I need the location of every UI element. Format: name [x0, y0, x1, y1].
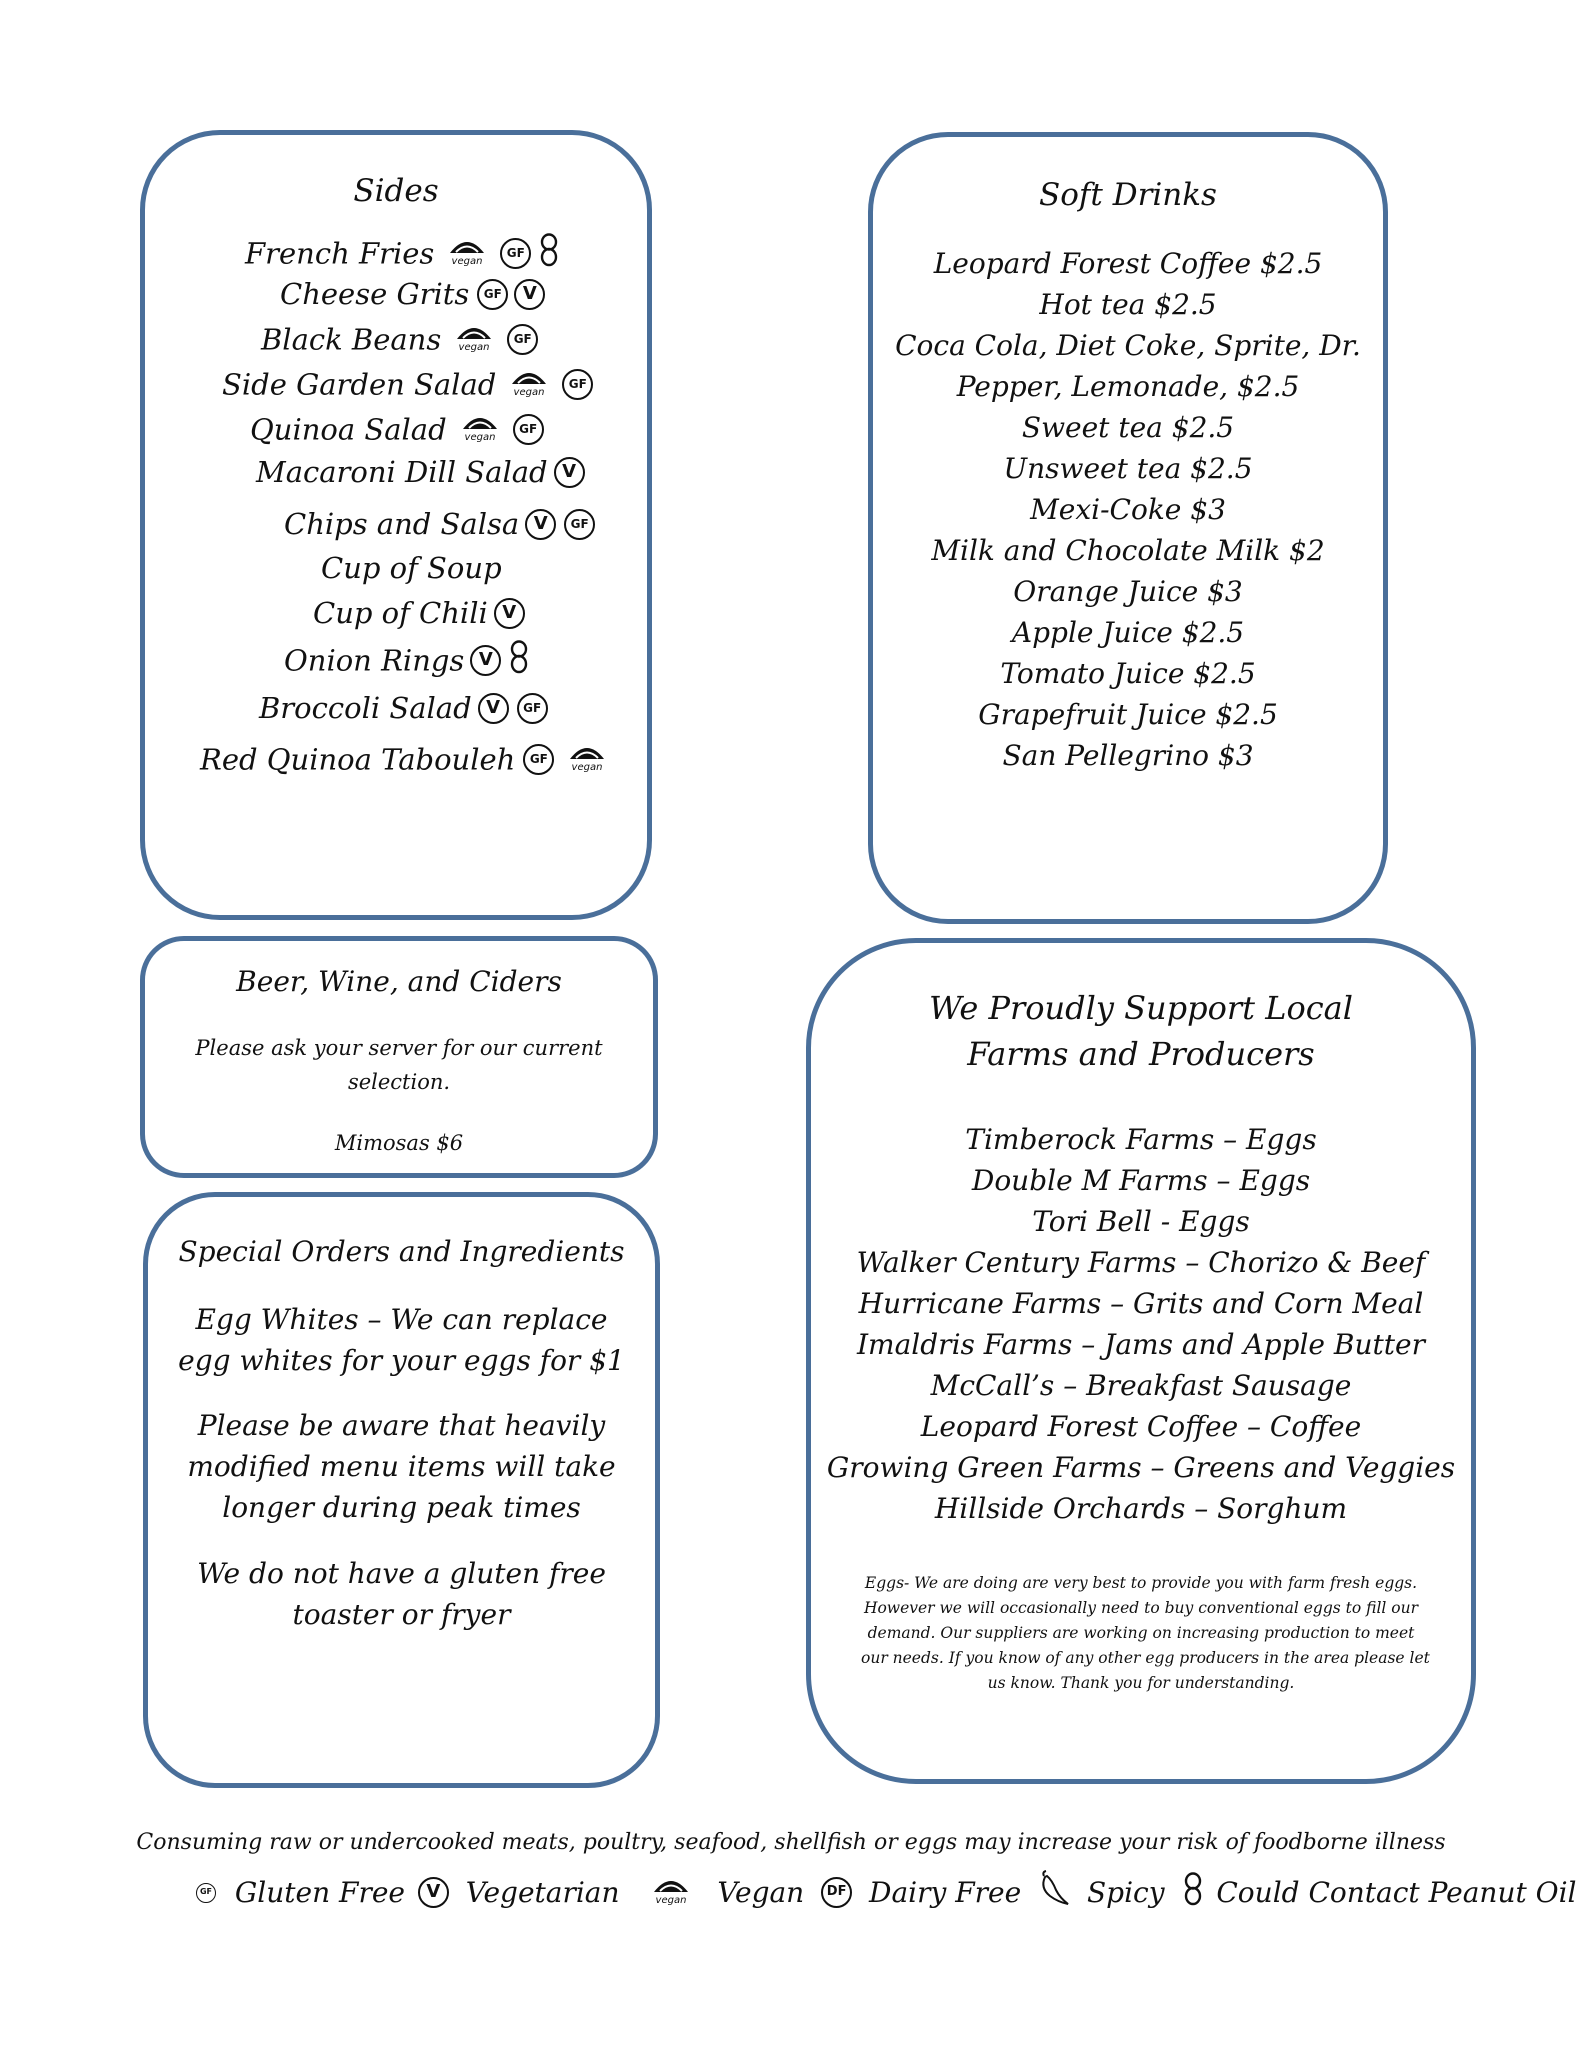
sides-panel: [140, 130, 652, 920]
vegetarian-icon: V: [470, 645, 501, 676]
drink-line: Mexi-Coke $3: [1030, 493, 1226, 526]
drink-line: Pepper, Lemonade, $2.5: [956, 370, 1300, 403]
producer-line: Tori Bell - Eggs: [1032, 1205, 1250, 1238]
beer-note-line: Please ask your server for our current: [195, 1036, 603, 1060]
vegetarian-icon: V: [554, 457, 585, 488]
producer-line: Growing Green Farms – Greens and Veggies: [826, 1451, 1456, 1484]
egg-whites-note: [168, 1299, 635, 1381]
drink-line: Sweet tea $2.5: [1021, 411, 1235, 444]
producer-line: Hurricane Farms – Grits and Corn Meal: [858, 1287, 1424, 1320]
gluten-free-icon: GF: [477, 279, 508, 310]
side-item-name: Cup of Chili: [313, 596, 488, 630]
producer-line: Walker Century Farms – Chorizo & Beef: [856, 1246, 1426, 1279]
special-line: longer during peak times: [222, 1491, 581, 1524]
vegan-icon: [562, 739, 612, 780]
special-line: We do not have a gluten free: [197, 1557, 606, 1590]
gluten-free-icon: GF: [196, 1883, 216, 1903]
eggs-note: [861, 1571, 1430, 1696]
legend-spicy: Spicy: [1087, 1876, 1165, 1909]
vegetarian-icon: V: [478, 693, 509, 724]
legend-gluten-free: Gluten Free: [234, 1876, 405, 1909]
foodborne-warning: Consuming raw or undercooked meats, poultry, seafood, shellfish or eggs may increase your risk of foodborne illness: [136, 1830, 1446, 1855]
peanut-icon: [509, 640, 529, 681]
producer-line: Hillside Orchards – Sorghum: [934, 1492, 1348, 1525]
soft-drinks-list: [873, 243, 1383, 776]
drink-line: Orange Juice $3: [1013, 575, 1243, 608]
side-item: [222, 364, 593, 405]
producers-list: [811, 1119, 1471, 1529]
drink-line: San Pellegrino $3: [1002, 739, 1254, 772]
drink-line: Leopard Forest Coffee $2.5: [933, 247, 1323, 280]
drink-line: Milk and Chocolate Milk $2: [931, 534, 1325, 567]
special-line: modified menu items will take: [187, 1450, 616, 1483]
side-item-name: Macaroni Dill Salad: [256, 455, 548, 489]
side-item: [245, 233, 559, 274]
svg-text:vegan: vegan: [513, 387, 545, 398]
gluten-free-note: [168, 1553, 635, 1635]
local-title-line: Farms and Producers: [967, 1035, 1315, 1073]
vegan-icon: [442, 233, 492, 274]
side-item: [280, 275, 545, 311]
eggs-note-line: However we will occasionally need to buy conventional eggs to fill our: [863, 1599, 1419, 1617]
drink-line: Apple Juice $2.5: [1011, 616, 1245, 649]
beer-note: [185, 1031, 613, 1099]
dairy-free-icon: DF: [821, 1877, 852, 1908]
legend-vegetarian: Vegetarian: [465, 1876, 620, 1909]
sides-title: Sides: [353, 173, 439, 209]
gluten-free-icon: GF: [564, 509, 595, 540]
side-item-name: Black Beans: [261, 322, 442, 357]
beer-title: Beer, Wine, and Ciders: [236, 965, 562, 998]
side-item: [321, 549, 502, 585]
side-item-name: French Fries: [245, 236, 435, 271]
vegetarian-icon: V: [525, 509, 556, 540]
gluten-free-icon: GF: [523, 744, 554, 775]
side-item: [313, 594, 525, 630]
side-item-name: Chips and Salsa: [284, 507, 520, 541]
vegan-icon: [449, 319, 499, 360]
drink-line: Hot tea $2.5: [1039, 288, 1217, 321]
special-line: egg whites for your eggs for $1: [178, 1344, 625, 1377]
drink-line: Tomato Juice $2.5: [1000, 657, 1256, 690]
local-title: [811, 985, 1471, 1077]
side-item-name: Side Garden Salad: [222, 367, 497, 402]
side-item: [261, 319, 538, 360]
vegetarian-icon: V: [418, 1877, 449, 1908]
gluten-free-icon: GF: [513, 414, 544, 445]
special-line: toaster or fryer: [292, 1598, 511, 1631]
soft-drinks-panel: [868, 132, 1388, 924]
special-orders-panel: [143, 1192, 660, 1788]
legend-dairy-free: Dairy Free: [869, 1876, 1022, 1909]
side-item-name: Red Quinoa Tabouleh: [200, 742, 516, 777]
soft-drinks-title: Soft Drinks: [1039, 177, 1217, 213]
mimosas-price: Mimosas $6: [334, 1131, 464, 1155]
gluten-free-icon: GF: [507, 324, 538, 355]
vegan-icon: [504, 364, 554, 405]
side-item: [250, 409, 544, 450]
modified-items-note: [168, 1405, 635, 1528]
eggs-note-line: Eggs- We are doing are very best to provide you with farm fresh eggs.: [864, 1574, 1418, 1592]
svg-text:vegan: vegan: [571, 762, 603, 773]
gluten-free-icon: GF: [517, 693, 548, 724]
side-item-name: Cheese Grits: [280, 277, 470, 311]
svg-text:vegan: vegan: [458, 342, 490, 353]
producer-line: Leopard Forest Coffee – Coffee: [920, 1410, 1362, 1443]
side-item: [259, 689, 548, 725]
eggs-note-line: us know. Thank you for understanding.: [987, 1674, 1295, 1692]
side-item: [256, 453, 585, 489]
dietary-legend: [196, 1870, 1577, 1915]
legend-vegan: Vegan: [717, 1876, 805, 1909]
special-line: Please be aware that heavily: [197, 1409, 606, 1442]
producer-line: McCall’s – Breakfast Sausage: [930, 1369, 1352, 1402]
side-item: [200, 739, 612, 780]
side-item-name: Onion Rings: [284, 643, 465, 678]
beer-wine-panel: [140, 936, 658, 1178]
producer-line: Double M Farms – Eggs: [971, 1164, 1311, 1197]
drink-line: Coca Cola, Diet Coke, Sprite, Dr.: [895, 329, 1361, 362]
drink-line: Grapefruit Juice $2.5: [978, 698, 1278, 731]
producer-line: Timberock Farms – Eggs: [965, 1123, 1317, 1156]
side-item-name: Broccoli Salad: [259, 691, 472, 725]
svg-text:vegan: vegan: [451, 256, 483, 267]
vegan-icon: [646, 1872, 696, 1913]
side-item: [284, 505, 595, 541]
vegetarian-icon: V: [494, 598, 525, 629]
vegan-icon: [455, 409, 505, 450]
peanut-icon: [539, 233, 559, 274]
local-farms-panel: [806, 938, 1476, 1784]
special-line: Egg Whites – We can replace: [195, 1303, 608, 1336]
special-title: Special Orders and Ingredients: [178, 1235, 625, 1268]
eggs-note-line: demand. Our suppliers are working on increasing production to meet: [867, 1624, 1415, 1642]
producer-line: Imaldris Farms – Jams and Apple Butter: [857, 1328, 1425, 1361]
side-item-name: Cup of Soup: [321, 551, 502, 585]
beer-note-line: selection.: [347, 1070, 451, 1094]
legend-peanut: Could Contact Peanut Oil: [1216, 1876, 1577, 1909]
svg-text:vegan: vegan: [655, 1895, 687, 1906]
vegetarian-icon: V: [514, 279, 545, 310]
gluten-free-icon: GF: [562, 369, 593, 400]
side-item-name: Quinoa Salad: [250, 412, 447, 447]
gluten-free-icon: GF: [500, 238, 531, 269]
pepper-icon: [1036, 1870, 1072, 1915]
side-item: [284, 640, 529, 681]
local-title-line: We Proudly Support Local: [929, 989, 1353, 1027]
drink-line: Unsweet tea $2.5: [1003, 452, 1253, 485]
peanut-icon: [1183, 1872, 1203, 1913]
svg-text:vegan: vegan: [464, 432, 496, 443]
eggs-note-line: our needs. If you know of any other egg producers in the area please let: [861, 1649, 1430, 1667]
